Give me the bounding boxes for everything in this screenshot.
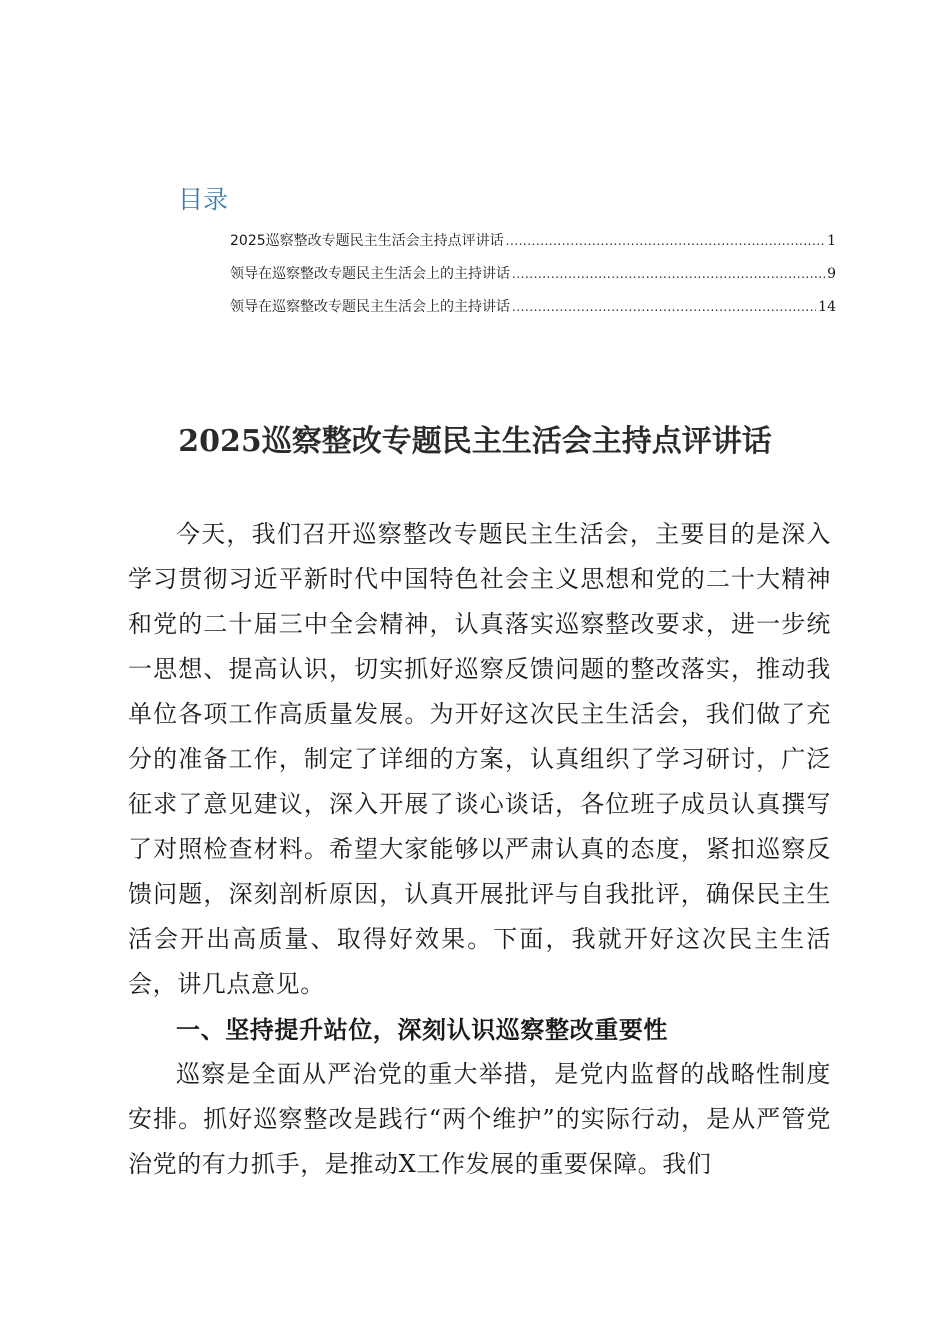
toc-entry[interactable] (230, 225, 836, 258)
toc-list (178, 225, 838, 324)
body-paragraph: 今天，我们召开巡察整改专题民主生活会，主要目的是深入学习贯彻习近平新时代中国特色社会主义思想和党的二十大精神和党的二十届三中全会精神，认真落实巡察整改要求，进一步统一思想、提高认识，切实抓好巡察反馈问题的整改落实，推动我单位各项工作高质量发展。为开好这次民主生活会，我们做了充分的准备工作，制定了详细的方案，认真组织了学习研讨，广泛征求了意见建议，深入开展了谈心谈话，各位班子成员认真撰写了对照检查材料。希望大家能够以严肃认真的态度，紧扣巡察反馈问题，深刻剖析原因，认真开展批评与自我批评，确保民主生活会开出高质量、取得好效果。下面，我就开好这次民主生活会，讲几点意见。 (128, 520, 831, 998)
toc-entry[interactable] (230, 291, 836, 324)
toc-leader-dots (506, 225, 825, 258)
section-heading: 一、坚持提升站位，深刻认识巡察整改重要性 (176, 1015, 668, 1044)
document-body (128, 512, 831, 1187)
toc-entry-title: 领导在巡察整改专题民主生活会上的主持讲话 (230, 266, 510, 282)
toc-entry-page: 1 (827, 233, 836, 249)
body-paragraph: 巡察是全面从严治党的重大举措，是党内监督的战略性制度安排。抓好巡察整改是践行“两个维护”的实际行动，是从严管党治党的有力抓手，是推动X工作发展的重要保障。我们 (128, 1060, 831, 1178)
toc-heading: 目录 (178, 185, 229, 214)
toc-entry[interactable] (230, 258, 836, 291)
toc-entry-page: 14 (818, 299, 836, 315)
document-title: 2025巡察整改专题民主生活会主持点评讲话 (178, 424, 772, 459)
toc-entry-page: 9 (827, 266, 836, 282)
toc-leader-dots (512, 291, 816, 324)
toc-entry-title: 2025巡察整改专题民主生活会主持点评讲话 (230, 233, 504, 249)
toc-entry-title: 领导在巡察整改专题民主生活会上的主持讲话 (230, 299, 510, 315)
toc-leader-dots (512, 258, 825, 291)
table-of-contents (178, 183, 838, 324)
